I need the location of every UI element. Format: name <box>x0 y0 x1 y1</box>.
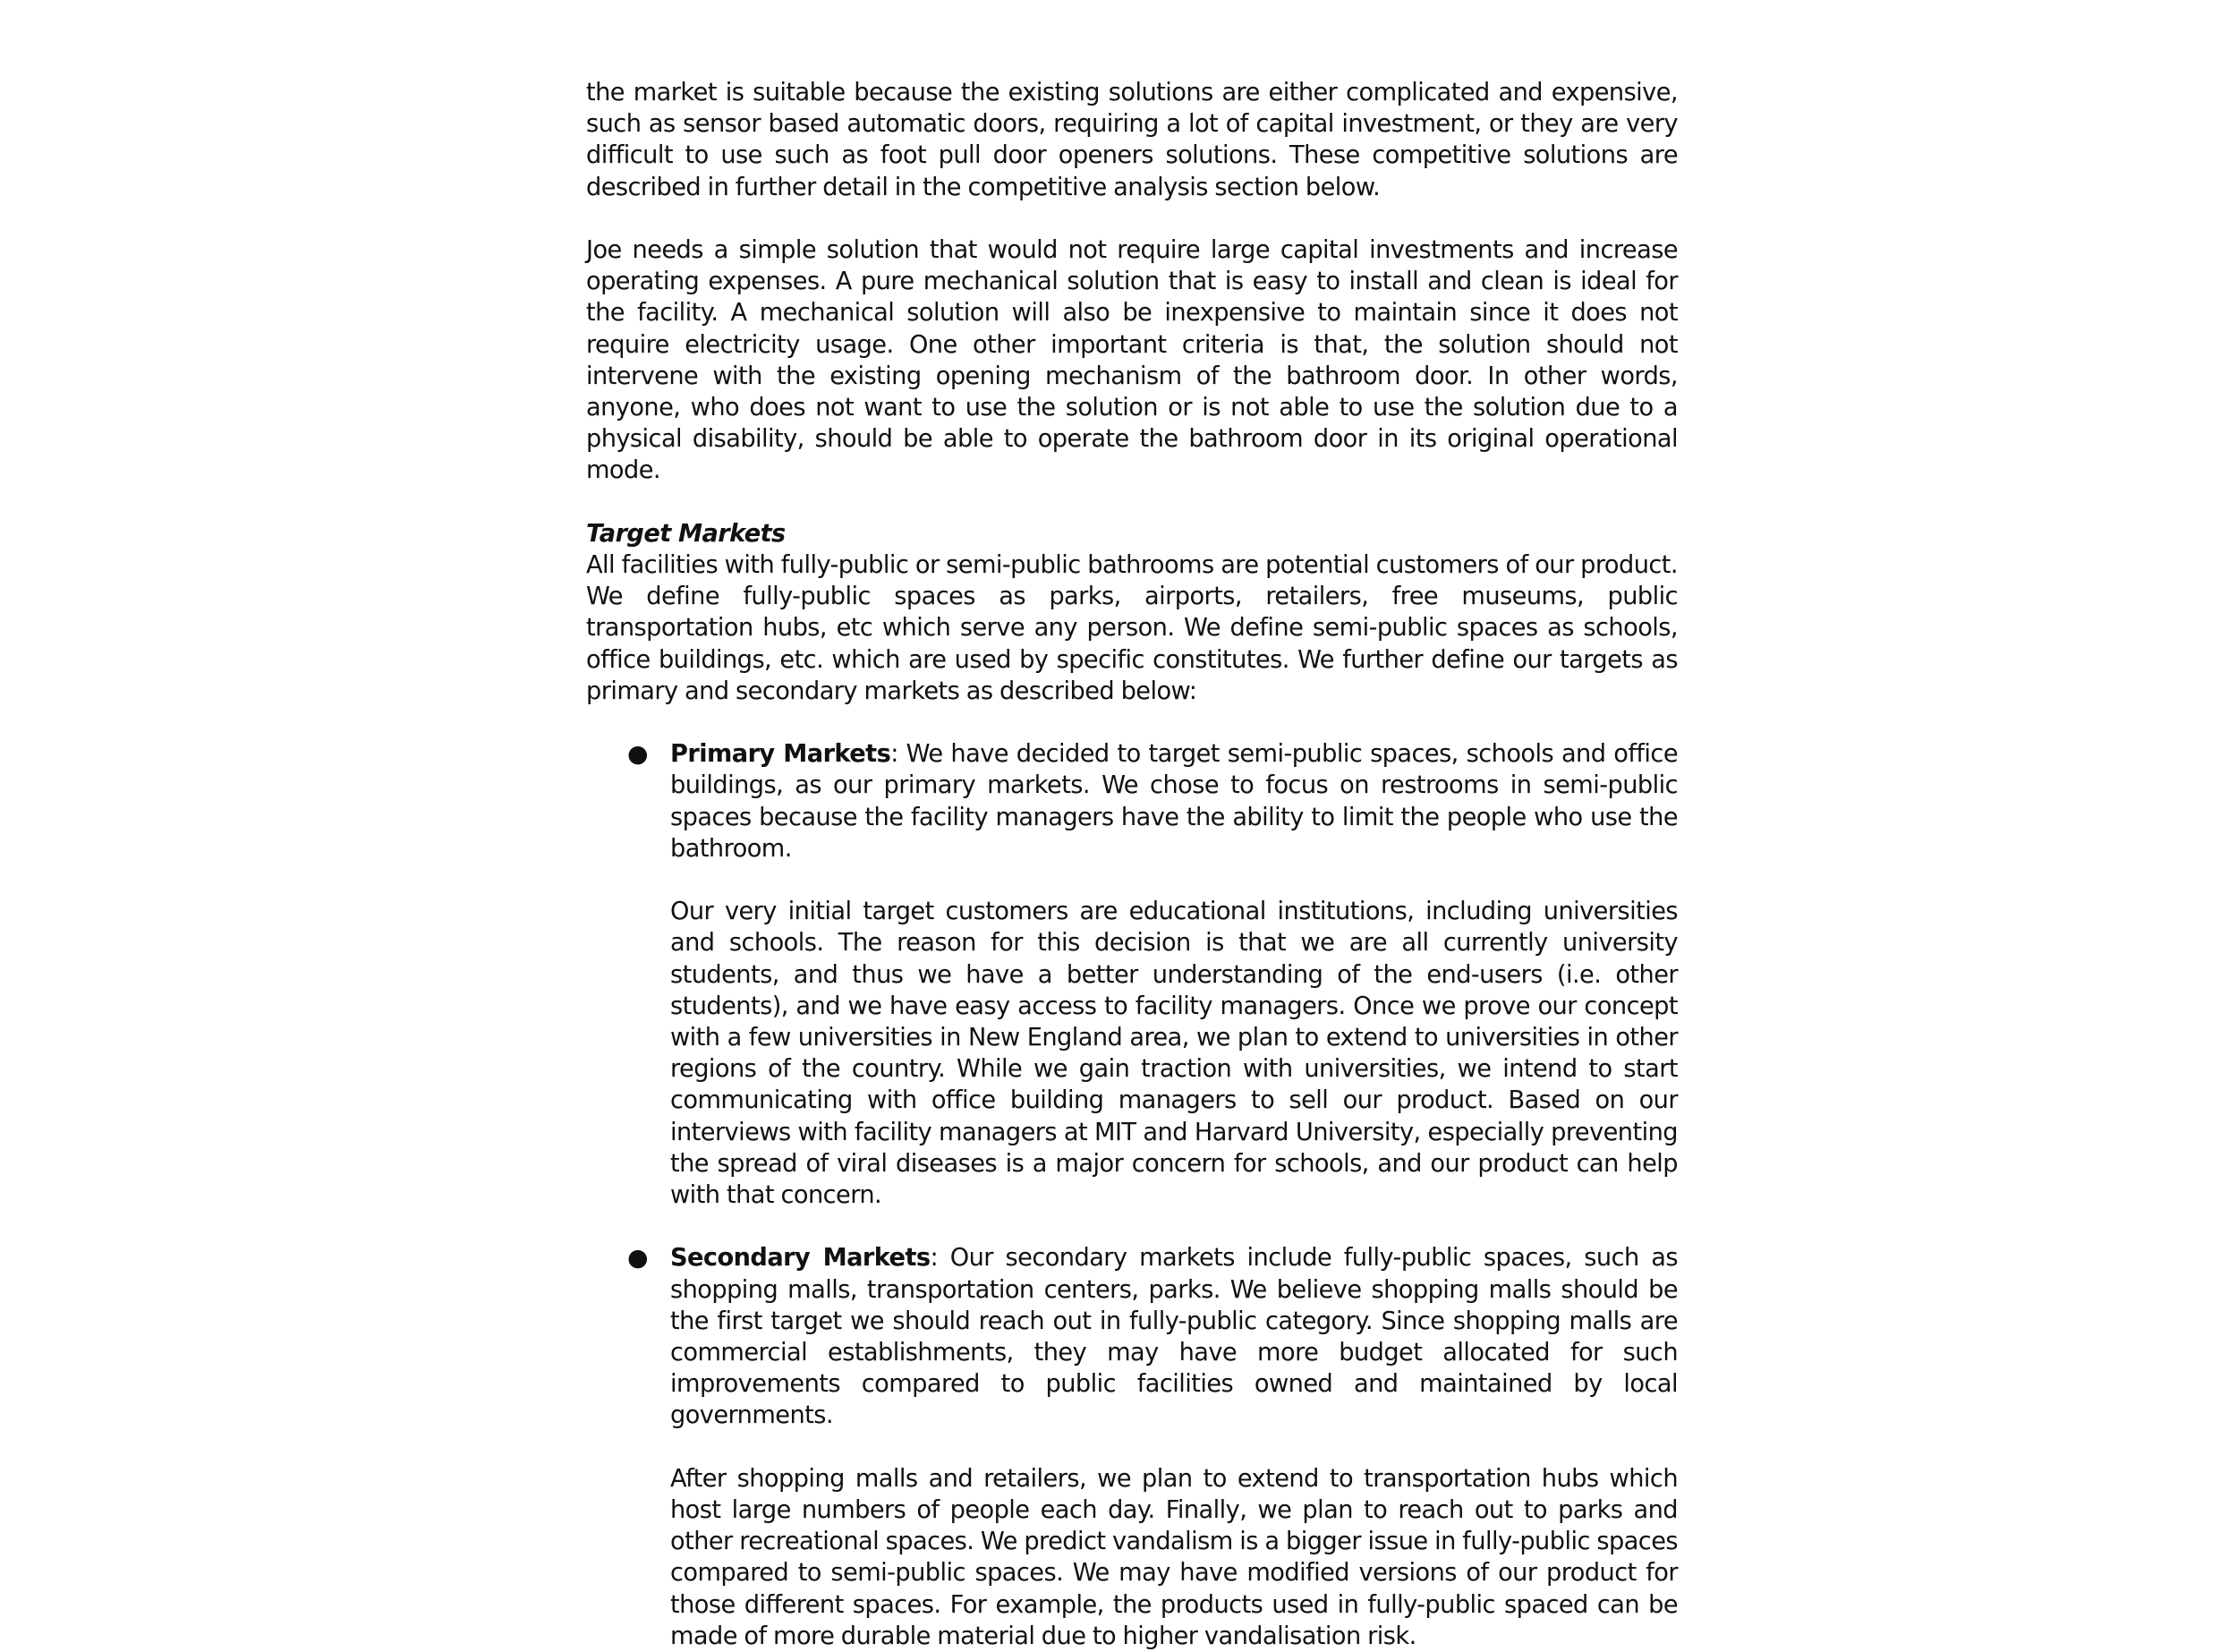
paragraph-spacer <box>670 1432 1678 1463</box>
section-heading-target-markets: Target Markets <box>586 519 786 548</box>
paragraph-target-markets-intro: All facilities with fully-public or semi-public bathrooms are potential customers of our product. We define fully-public spaces as parks, airports, retailers, free museums, public transportation hubs, etc which serve any person. We define semi-public spaces as schools, office buildings, etc. which are used by specific constitutes. We further define our targets as primary and secondary markets as described below: <box>586 551 1678 705</box>
bullet-icon: ● <box>627 1244 649 1273</box>
bullet-term: Secondary Markets <box>670 1244 931 1273</box>
list-item-secondary-markets <box>586 1242 1678 1652</box>
paragraph-spacer <box>586 1211 1678 1242</box>
markets-bullet-list <box>586 738 1678 1652</box>
bullet-term: Primary Markets <box>670 740 891 769</box>
bullet-paragraph <box>670 1242 1678 1431</box>
paragraph-joe-needs: Joe needs a simple solution that would not require large capital investments and increase operating expenses. A pure mechanical solution that is easy to install and clean is ideal for the facility. A mechanical solution will also be inexpensive to maintain since it does not require electricity usage. One other important criteria is that, the solution should not intervene with the existing opening mechanism of the bathroom door. In other words, anyone, who does not want to use the solution or is not able to use the solution due to a physical disability, should be able to operate the bathroom door in its original operational mode. <box>586 236 1678 485</box>
bullet-followup-paragraph: Our very initial target customers are educational institutions, including universities and schools. The reason for this decision is that we are all currently university students, and thus we have a better understanding of the end-users (i.e. other students), and we have easy access to facility managers. Once we prove our concept with a few universities in New England area, we plan to extend to universities in other regions of the country. While we gain traction with universities, we intend to start communicating with office building managers to sell our product. Based on our interviews with facility managers at MIT and Harvard University, especially preventing the spread of viral diseases is a major concern for schools, and our product can help with that concern. <box>670 898 1678 1210</box>
document-page <box>586 77 1678 1652</box>
paragraph-spacer <box>586 707 1678 738</box>
bullet-followup-paragraph: After shopping malls and retailers, we plan to extend to transportation hubs which host large numbers of people each day. Finally, we plan to reach out to parks and other recreational spaces. We predict vandalism is a bigger issue in fully-public spaces compared to semi-public spaces. We may have modified versions of our product for those different spaces. For example, the products used in fully-public spaced can be made of more durable material due to higher vandalisation risk. <box>670 1464 1678 1650</box>
bullet-icon: ● <box>627 740 649 769</box>
bullet-paragraph <box>670 738 1678 864</box>
paragraph-spacer <box>670 864 1678 896</box>
paragraph-spacer <box>586 487 1678 518</box>
paragraph-spacer <box>586 203 1678 234</box>
list-item-primary-markets <box>586 738 1678 1211</box>
paragraph-market-suitability: the market is suitable because the existing solutions are either complicated and expensive, such as sensor based automatic doors, requiring a lot of capital investment, or they are very difficult to use such as foot pull door openers solutions. These competitive solutions are described in further detail in the competitive analysis section below. <box>586 79 1678 201</box>
bullet-text: : Our secondary markets include fully-public spaces, such as shopping malls, transportation centers, parks. We believe shopping malls should be the first target we should reach out in fully-public category. Since shopping malls are commercial establishments, they may have more budget allocated for such improvements compared to public facilities owned and maintained by local governments. <box>670 1244 1678 1430</box>
bullet-text: : We have decided to target semi-public spaces, schools and office buildings, as our primary markets. We chose to focus on restrooms in semi-public spaces because the facility managers have the ability to limit the people who use the bathroom. <box>670 740 1678 863</box>
